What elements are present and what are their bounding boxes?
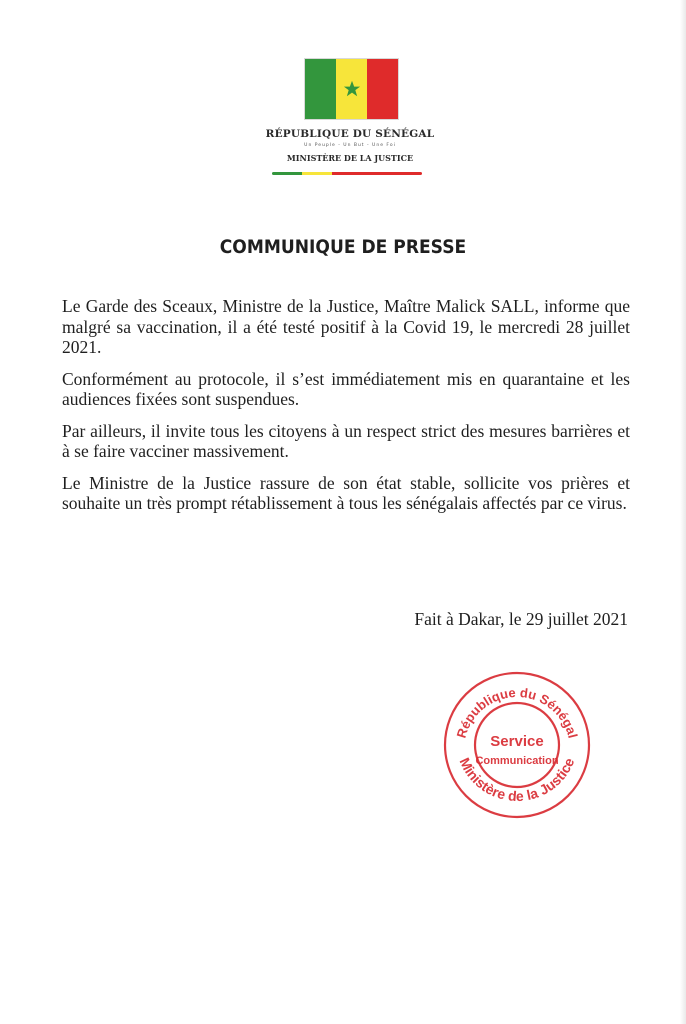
paragraph: Le Ministre de la Justice rassure de son état stable, sollicite vos prières et souhaite un très prompt rétablissement à tous les sénégalais affectés par ce virus. <box>62 472 630 513</box>
svg-text:République du Sénégal <box>453 685 580 740</box>
republic-heading: RÉPUBLIQUE DU SÉNÉGAL <box>265 128 435 140</box>
stamp-bottom-arc: Ministère de la Justice <box>456 755 578 805</box>
stamp-top-arc: République du Sénégal <box>453 684 581 740</box>
flag-red-band <box>367 59 398 119</box>
communique-body <box>62 296 630 525</box>
signoff-date: Fait à Dakar, le 29 juillet 2021 <box>414 609 628 629</box>
page-edge-shadow <box>680 0 686 1024</box>
national-motto: Un Peuple - Un But - Une Foi <box>304 143 396 148</box>
paragraph: Le Garde des Sceaux, Ministre de la Justice, Maître Malick SALL, informe que malgré sa vaccination, il a été testé positif à la Covid 19, le mercredi 28 juillet 2021. <box>62 296 630 357</box>
paragraph: Par ailleurs, il invite tous les citoyens à un respect strict des mesures barrières et à se faire vacciner massivement. <box>62 420 630 461</box>
stamp-line-communication: Communication <box>475 755 559 767</box>
page-title: COMMUNIQUE DE PRESSE <box>219 236 467 258</box>
header-divider <box>272 172 422 175</box>
ministry-heading: MINISTÈRE DE LA JUSTICE <box>286 153 414 163</box>
senegal-flag-icon <box>304 58 399 120</box>
official-stamp-icon <box>442 670 592 820</box>
star-icon <box>343 80 361 98</box>
paragraph: Conformément au protocole, il s’est immédiatement mis en quarantaine et les audiences fixées sont suspendues. <box>62 368 630 409</box>
stamp-line-service: Service <box>490 733 544 750</box>
flag-yellow-band <box>336 59 367 119</box>
flag-green-band <box>305 59 336 119</box>
